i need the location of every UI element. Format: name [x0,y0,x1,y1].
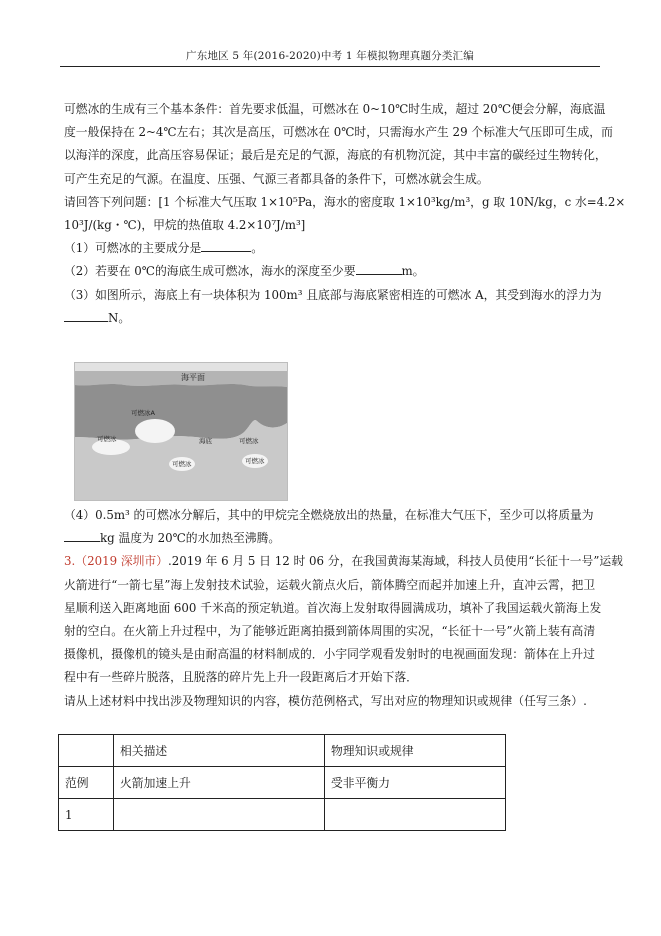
question-3-main-line: 射的空白。在火箭上升过程中，为了能够近距离拍摄到箭体周围的实况，“长征十一号”火箭上装有高清 [64,624,596,639]
question-2-text: （2）若要在 0℃的海底生成可燃冰，海水的深度至少要 [64,264,356,279]
table-row [59,799,506,831]
question-1 [64,237,594,260]
seabed-diagram [75,363,287,500]
question-2-tail: m。 [401,264,425,279]
ice-a-shape [135,419,175,443]
prompt-line: 10³J/(kg・℃)，甲烷的热值取 4.2×10⁷J/m³] [64,218,306,233]
table-cell [59,735,114,767]
ice-a-label: 可燃冰A [131,409,155,417]
seabed-label: 海底 [199,437,212,445]
intro-line: 以海洋的深度，此高压容易保证；最后是充足的气源，海底的有机物沉淀，其中丰富的碳经过生物转化， [64,148,607,163]
question-3-main-text: .2019 年 6 月 5 日 12 时 06 分，在我国黄海某海域，科技人员使用“长征十一号”运载 [168,554,623,569]
table-cell: 物理知识或规律 [325,735,506,767]
question-1-text: （1）可燃冰的主要成分是 [64,241,202,256]
question-4-line: （4）0.5m³ 的可燃冰分解后，其中的甲烷完全燃烧放出的热量，在标准大气压下，至少可以将质量为 [64,508,594,522]
question-3-answer [64,307,594,330]
question-number: 3. [64,554,76,569]
question-3-main-line: 火箭进行“一箭七星”海上发射技术试验，运载火箭点火后，箭体腾空而起并加速上升，直冲云霄，把卫 [64,577,596,592]
ice-right-label: 可燃冰 [239,437,259,445]
sea-surface-label: 海平面 [181,373,205,382]
table-cell: 相关描述 [114,735,325,767]
question-1-tail: 。 [251,241,264,256]
page-header: 广东地区 5 年(2016-2020)中考 1 年模拟物理真题分类汇编 [60,48,600,67]
answer-blank[interactable] [201,239,251,252]
question-4-tail: kg 温度为 20℃的水加热至沸腾。 [100,531,281,546]
answer-table [58,734,506,831]
ice-left-label: 可燃冰 [97,435,117,443]
table-cell: 受非平衡力 [325,767,506,799]
table-row [59,767,506,799]
answer-blank[interactable] [356,262,402,275]
table-cell[interactable] [325,799,506,831]
question-4 [64,504,623,713]
ice-mid-label: 可燃冰 [172,460,192,468]
table-header-row [59,735,506,767]
intro-line: 可产生充足的气源。在温度、压强、气源三者都具备的条件下，可燃冰就会生成。 [64,171,489,186]
table-cell: 火箭加速上升 [114,767,325,799]
question-2 [64,260,594,283]
question-4-answer [64,527,594,550]
answer-blank[interactable] [64,529,100,542]
table-cell: 范例 [59,767,114,799]
answer-blank[interactable] [64,309,108,322]
prompt-line: 请回答下列问题：[1 个标准大气压取 1×10⁵Pa，海水的密度取 1×10³kg/m³，g 取 10N/kg，c 水=4.2× [64,194,626,209]
question-3-main-line: 摄像机，摄像机的镜头是由耐高温的材料制成的．小宇同学观看发射时的电视画面发现：箭体在上升过 [64,647,595,662]
intro-paragraph [64,98,626,330]
intro-line: 度一般保持在 2~4℃左右；其次是高压，可燃冰在 0℃时，只需海水产生 29 个标准大气压即可生成，而 [64,125,613,140]
question-3-tail: N。 [108,310,131,325]
intro-line: 可燃冰的生成有三个基本条件：首先要求低温，可燃冰在 0~10℃时生成，超过 20℃便会分解，海底温 [64,102,606,116]
question-3-main-line [64,550,623,573]
question-source: （2019 深圳市） [75,554,169,569]
question-3: （3）如图所示，海底上有一块体积为 100m³ 且底部与海底紧密相连的可燃冰 A，其受到海水的浮力为 [64,287,602,302]
table-cell[interactable] [114,799,325,831]
question-3-main-line: 程中有一些碎片脱落，且脱落的碎片先上升一段距离后才开始下落． [64,670,418,685]
question-3-main-line: 请从上述材料中找出涉及物理知识的内容，模仿范例格式，写出对应的物理知识或规律（任写三条）. [64,693,587,708]
seabed-figure [74,362,288,501]
ice-bottom-right-label: 可燃冰 [245,457,265,465]
question-3-main-line: 星顺利送入距离地面 600 千米高的预定轨道。首次海上发射取得圆满成功，填补了我国运载火箭海上发 [64,600,602,615]
table-cell: 1 [59,799,114,831]
